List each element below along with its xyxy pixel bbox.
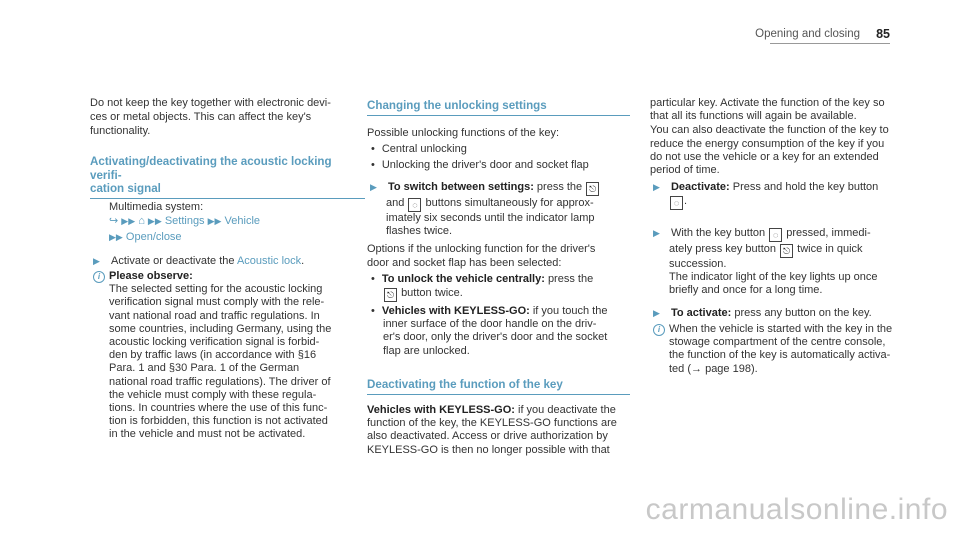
note-title: Please observe: xyxy=(109,270,193,282)
nav-open-close[interactable]: Open/close xyxy=(125,231,182,243)
step-arrow-icon: ▶ xyxy=(653,182,660,192)
heading-rule xyxy=(367,115,630,116)
watermark: carmanualsonline.info xyxy=(645,493,948,526)
intro-line-3: functionality. xyxy=(90,125,151,137)
acoustic-lock-link[interactable]: Acoustic lock xyxy=(236,255,302,267)
bullet-driver-door: • Unlocking the driver's door and socket flap xyxy=(371,159,589,171)
page-header xyxy=(590,28,890,50)
switch-settings-step: ▶ To switch between settings: press the ⎋ and ◌ buttons simultaneously for approx- imately six seconds until the indicator lamp flashes twice. xyxy=(367,181,630,238)
note-line: national road traffic regulations). The driver of xyxy=(109,375,331,388)
deactivating-heading: Deactivating the function of the key xyxy=(367,378,630,395)
note-block xyxy=(109,270,365,442)
intro-line-1: Do not keep the key together with electronic devi- xyxy=(90,97,331,109)
step-arrow-icon: ▶ xyxy=(370,182,377,192)
lock-key-icon: ◌ xyxy=(769,228,782,242)
nav-path-2 xyxy=(109,231,182,244)
with-key-step: ▶ With the key button ◌ pressed, immedi- ately press key button ⎋ twice in quick succession. The indicator light of the key lights up once briefly and once for a long time. xyxy=(653,227,878,297)
home-icon[interactable]: ⌂ xyxy=(138,215,145,227)
nav-settings[interactable]: Settings xyxy=(164,215,205,227)
unlock-centrally-bullet: • To unlock the vehicle centrally: press the ⎋ button twice. xyxy=(371,273,594,301)
info-icon: i xyxy=(93,271,105,283)
nav-path xyxy=(109,215,260,228)
options-line-2: door and socket flap has been selected: xyxy=(367,257,562,269)
lock-key-icon: ◌ xyxy=(670,196,683,210)
deactivate-step: ▶ Deactivate: Press and hold the key button ◌ . xyxy=(653,181,879,209)
unlock-key-icon: ⎋ xyxy=(586,182,599,196)
bullet-central-unlocking: • Central unlocking xyxy=(371,143,467,155)
note-line: vant national road and traffic regulations. In xyxy=(109,309,320,322)
possible-functions: Possible unlocking functions of the key: xyxy=(367,127,560,139)
note-line: The selected setting for the acoustic locking xyxy=(109,283,323,296)
note-line: in the vehicle and must not be activated. xyxy=(109,428,306,441)
double-arrow-icon: ▶▶ xyxy=(147,216,162,226)
keyless-deactivate-para: Vehicles with KEYLESS-GO: if you deactivate the function of the key, the KEYLESS-GO functions are also deactivated. Access or drive authorization by KEYLESS-GO is then no longer possible with that xyxy=(367,404,617,456)
unlock-key-icon: ⎋ xyxy=(384,288,397,302)
heading-rule xyxy=(90,198,365,199)
section-title: Opening and closing xyxy=(755,28,860,40)
note-line: some countries, including Germany, using the xyxy=(109,322,332,335)
multimedia-label: Multimedia system: xyxy=(109,201,204,213)
changing-unlock-heading: Changing the unlocking settings xyxy=(367,99,630,116)
acoustic-lock-heading xyxy=(90,155,365,199)
nav-vehicle[interactable]: Vehicle xyxy=(224,215,261,227)
page-reference-link[interactable]: → page 198 xyxy=(691,362,751,375)
step-arrow-icon: ▶ xyxy=(653,228,660,238)
lock-key-icon: ◌ xyxy=(408,198,421,212)
double-arrow-icon: ▶▶ xyxy=(109,232,123,242)
info-icon: i xyxy=(653,324,665,336)
key-intro: particular key. Activate the function of the key so that all its functions will again be available. You can also deactivate the function of the key to reduce the energy consumption of the key if you do not use the vehicle or a key for an extended period of time. xyxy=(650,97,889,177)
double-arrow-icon: ▶▶ xyxy=(207,216,222,226)
keyless-go-bullet: • Vehicles with KEYLESS-GO: if you touch the inner surface of the door handle on the driv- er's door, only the driver's door and the socket flap are unlocked. xyxy=(371,305,608,357)
unlock-key-icon: ⎋ xyxy=(780,244,793,258)
note-line: verification signal must comply with the rele- xyxy=(109,296,325,309)
step-arrow-icon: ▶ xyxy=(653,308,660,318)
intro-line-2: ces or metal objects. This can affect the key's xyxy=(90,111,312,123)
page-number: 85 xyxy=(876,27,890,41)
return-arrow-icon: ↪ xyxy=(109,215,119,227)
options-line-1: Options if the unlocking function for the driver's xyxy=(367,243,596,255)
info-note: When the vehicle is started with the key in the stowage compartment of the centre console, the function of the key is automatically activa- ted (→ page 198). xyxy=(669,323,893,375)
step-arrow-icon: ▶ xyxy=(93,256,100,266)
note-line: Para. 1 and §30 Para. 1 of the German xyxy=(109,362,300,375)
action-step: ▶ Activate or deactivate the Acoustic lock. xyxy=(93,255,305,267)
heading-line-2: cation signal xyxy=(90,182,161,196)
double-arrow-icon: ▶▶ xyxy=(121,216,136,226)
note-line: den by traffic laws (in accordance with §16 xyxy=(109,349,317,362)
note-line: acoustic locking verification signal is forbid- xyxy=(109,336,320,349)
note-line: tion is forbidden, this function is not activated xyxy=(109,415,328,428)
activate-step: ▶ To activate: press any button on the key. xyxy=(653,307,872,319)
header-rule xyxy=(770,43,890,44)
heading-rule xyxy=(367,394,630,395)
note-line: tions. In countries where the use of this func- xyxy=(109,402,328,415)
note-line: the vehicle must comply with these regula- xyxy=(109,388,317,401)
heading-line-1: Activating/deactivating the acoustic locking verifi- xyxy=(90,155,332,182)
